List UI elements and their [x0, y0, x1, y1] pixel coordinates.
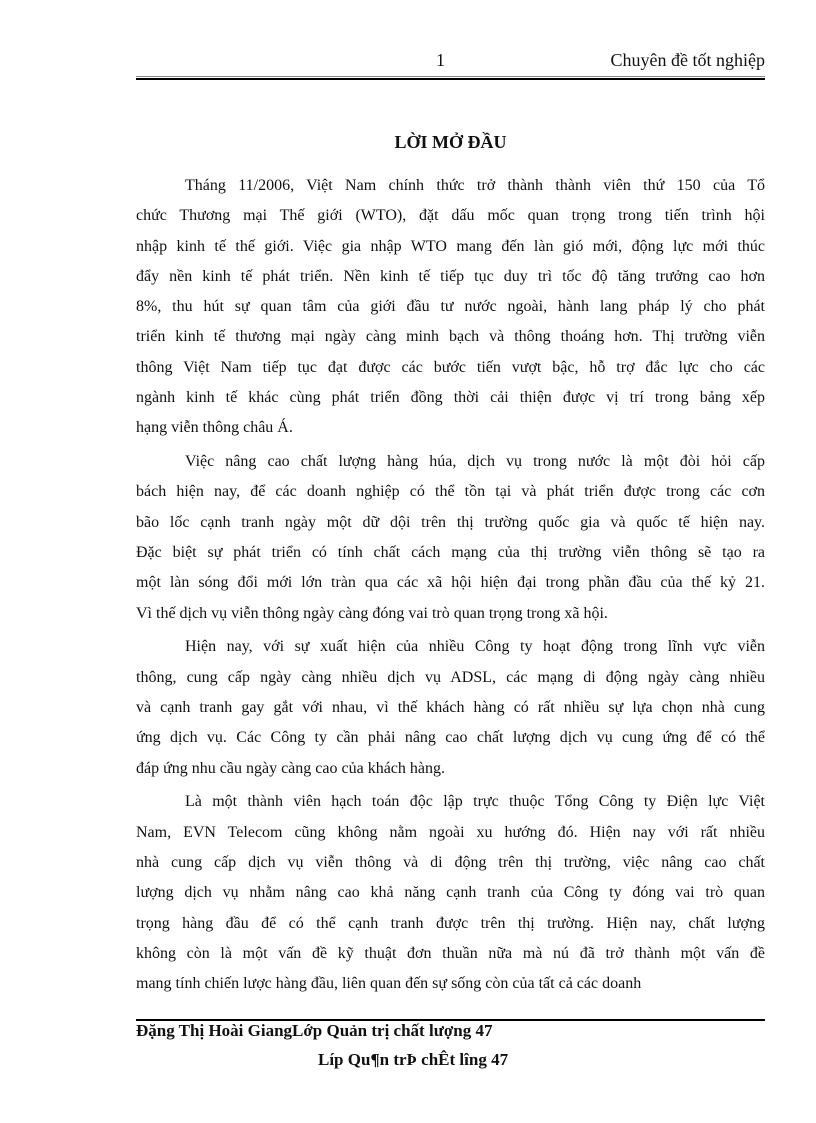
text-line: nhà cung cấp dịch vụ viễn thông và di động trên thị trường, việc nâng cao chất — [136, 854, 765, 872]
text-line: bách hiện nay, để các doanh nghiệp có thể tồn tại và phát triển được trong các cơn — [136, 483, 765, 501]
text-line: nhập kinh tế thế giới. Việc gia nhập WTO mang đến làn gió mới, động lực mới thúc — [136, 237, 765, 255]
text-line: ứng dịch vụ. Các Công ty cần phải nâng cao chất lượng dịch vụ cung ứng để có thể — [136, 729, 765, 747]
text-line: hạng viễn thông châu Á. — [136, 419, 293, 437]
text-line: mang tính chiến lược hàng đầu, liên quan đến sự sống còn của tất cả các doanh — [136, 975, 642, 993]
text-line: Vì thế dịch vụ viễn thông ngày càng đóng vai trò quan trọng trong xã hội. — [136, 604, 608, 622]
text-line: chức Thương mại Thế giới (WTO), đặt dấu mốc quan trọng trong tiến trình hội — [136, 207, 765, 225]
text-line: lượng dịch vụ nhằm nâng cao khả năng cạnh tranh của Công ty đóng vai trò quan — [136, 884, 765, 902]
text-line: ngành kinh tế khác cùng phát triển đồng thời cải thiện được vị trí trong bảng xếp — [136, 389, 765, 407]
text-line: và cạnh tranh gay gắt với nhau, vì thế khách hàng có rất nhiều sự lựa chọn nhà cung — [136, 699, 765, 717]
text-line: 8%, thu hút sự quan tâm của giới đầu tư nước ngoài, hành lang pháp lý cho phát — [136, 298, 765, 316]
page-title: LỜI MỞ ĐẦU — [394, 132, 507, 152]
text-line: trọng hàng đầu để có thể cạnh tranh được trên thị trường. Hiện nay, chất lượng — [136, 914, 765, 932]
paragraph — [136, 447, 765, 629]
text-line: Là một thành viên hạch toán độc lập trực thuộc Tổng Công ty Điện lực Việt — [185, 793, 765, 811]
page-number: 1 — [436, 50, 445, 70]
paragraph — [136, 632, 765, 783]
text-line: Tháng 11/2006, Việt Nam chính thức trở thành thành viên thứ 150 của Tổ — [185, 177, 765, 194]
footer-line-1: Đặng Thị Hoài GiangLớp Quản trị chất lượng 47 — [136, 1021, 493, 1040]
text-line: Việc nâng cao chất lượng hàng húa, dịch vụ trong nước là một đòi hỏi cấp — [185, 453, 765, 471]
footer-line-2: Líp Qu¶n trÞ chÊt lîng 47 — [318, 1050, 509, 1069]
body-text — [136, 171, 765, 1003]
text-line: Nam, EVN Telecom cũng không nằm ngoài xu hướng đó. Hiện nay với rất nhiều — [136, 823, 765, 841]
text-line: bão lốc cạnh tranh ngày một dữ dội trên thị trường quốc gia và quốc tế hiện nay. — [136, 513, 765, 531]
text-line: một làn sóng đổi mới lớn tràn qua các xã hội hiện đại trong phần đầu của thế kỷ 21. — [136, 574, 765, 592]
text-line: đẩy nền kinh tế phát triển. Nền kinh tế tiếp tục duy trì tốc độ tăng trưởng cao hơn — [136, 267, 765, 285]
paragraph — [136, 171, 765, 444]
text-line: triển kinh tế thương mại ngày càng minh bạch và thông thoáng hơn. Thị trường viễn — [136, 328, 765, 346]
text-line: đáp ứng nhu cầu ngày càng cao của khách hàng. — [136, 759, 445, 777]
text-line: thông Việt Nam tiếp tục đạt được các bước tiến vượt bậc, hỗ trợ đắc lực cho các — [136, 358, 765, 376]
text-line: không còn là một vấn đề kỹ thuật đơn thuần nữa mà nú đã trở thành một vấn đề — [136, 944, 765, 962]
header-divider — [136, 76, 765, 80]
paragraph — [136, 787, 765, 999]
text-line: thông, cung cấp ngày càng nhiều dịch vụ ADSL, các mạng di động ngày càng nhiều — [136, 668, 765, 686]
text-line: Đặc biệt sự phát triển có tính chất cách mạng của thị trường viễn thông sẽ tạo ra — [136, 544, 765, 562]
header-title: Chuyên đề tốt nghiệp — [610, 50, 765, 70]
text-line: Hiện nay, với sự xuất hiện của nhiều Công ty hoạt động trong lĩnh vực viễn — [185, 638, 765, 656]
